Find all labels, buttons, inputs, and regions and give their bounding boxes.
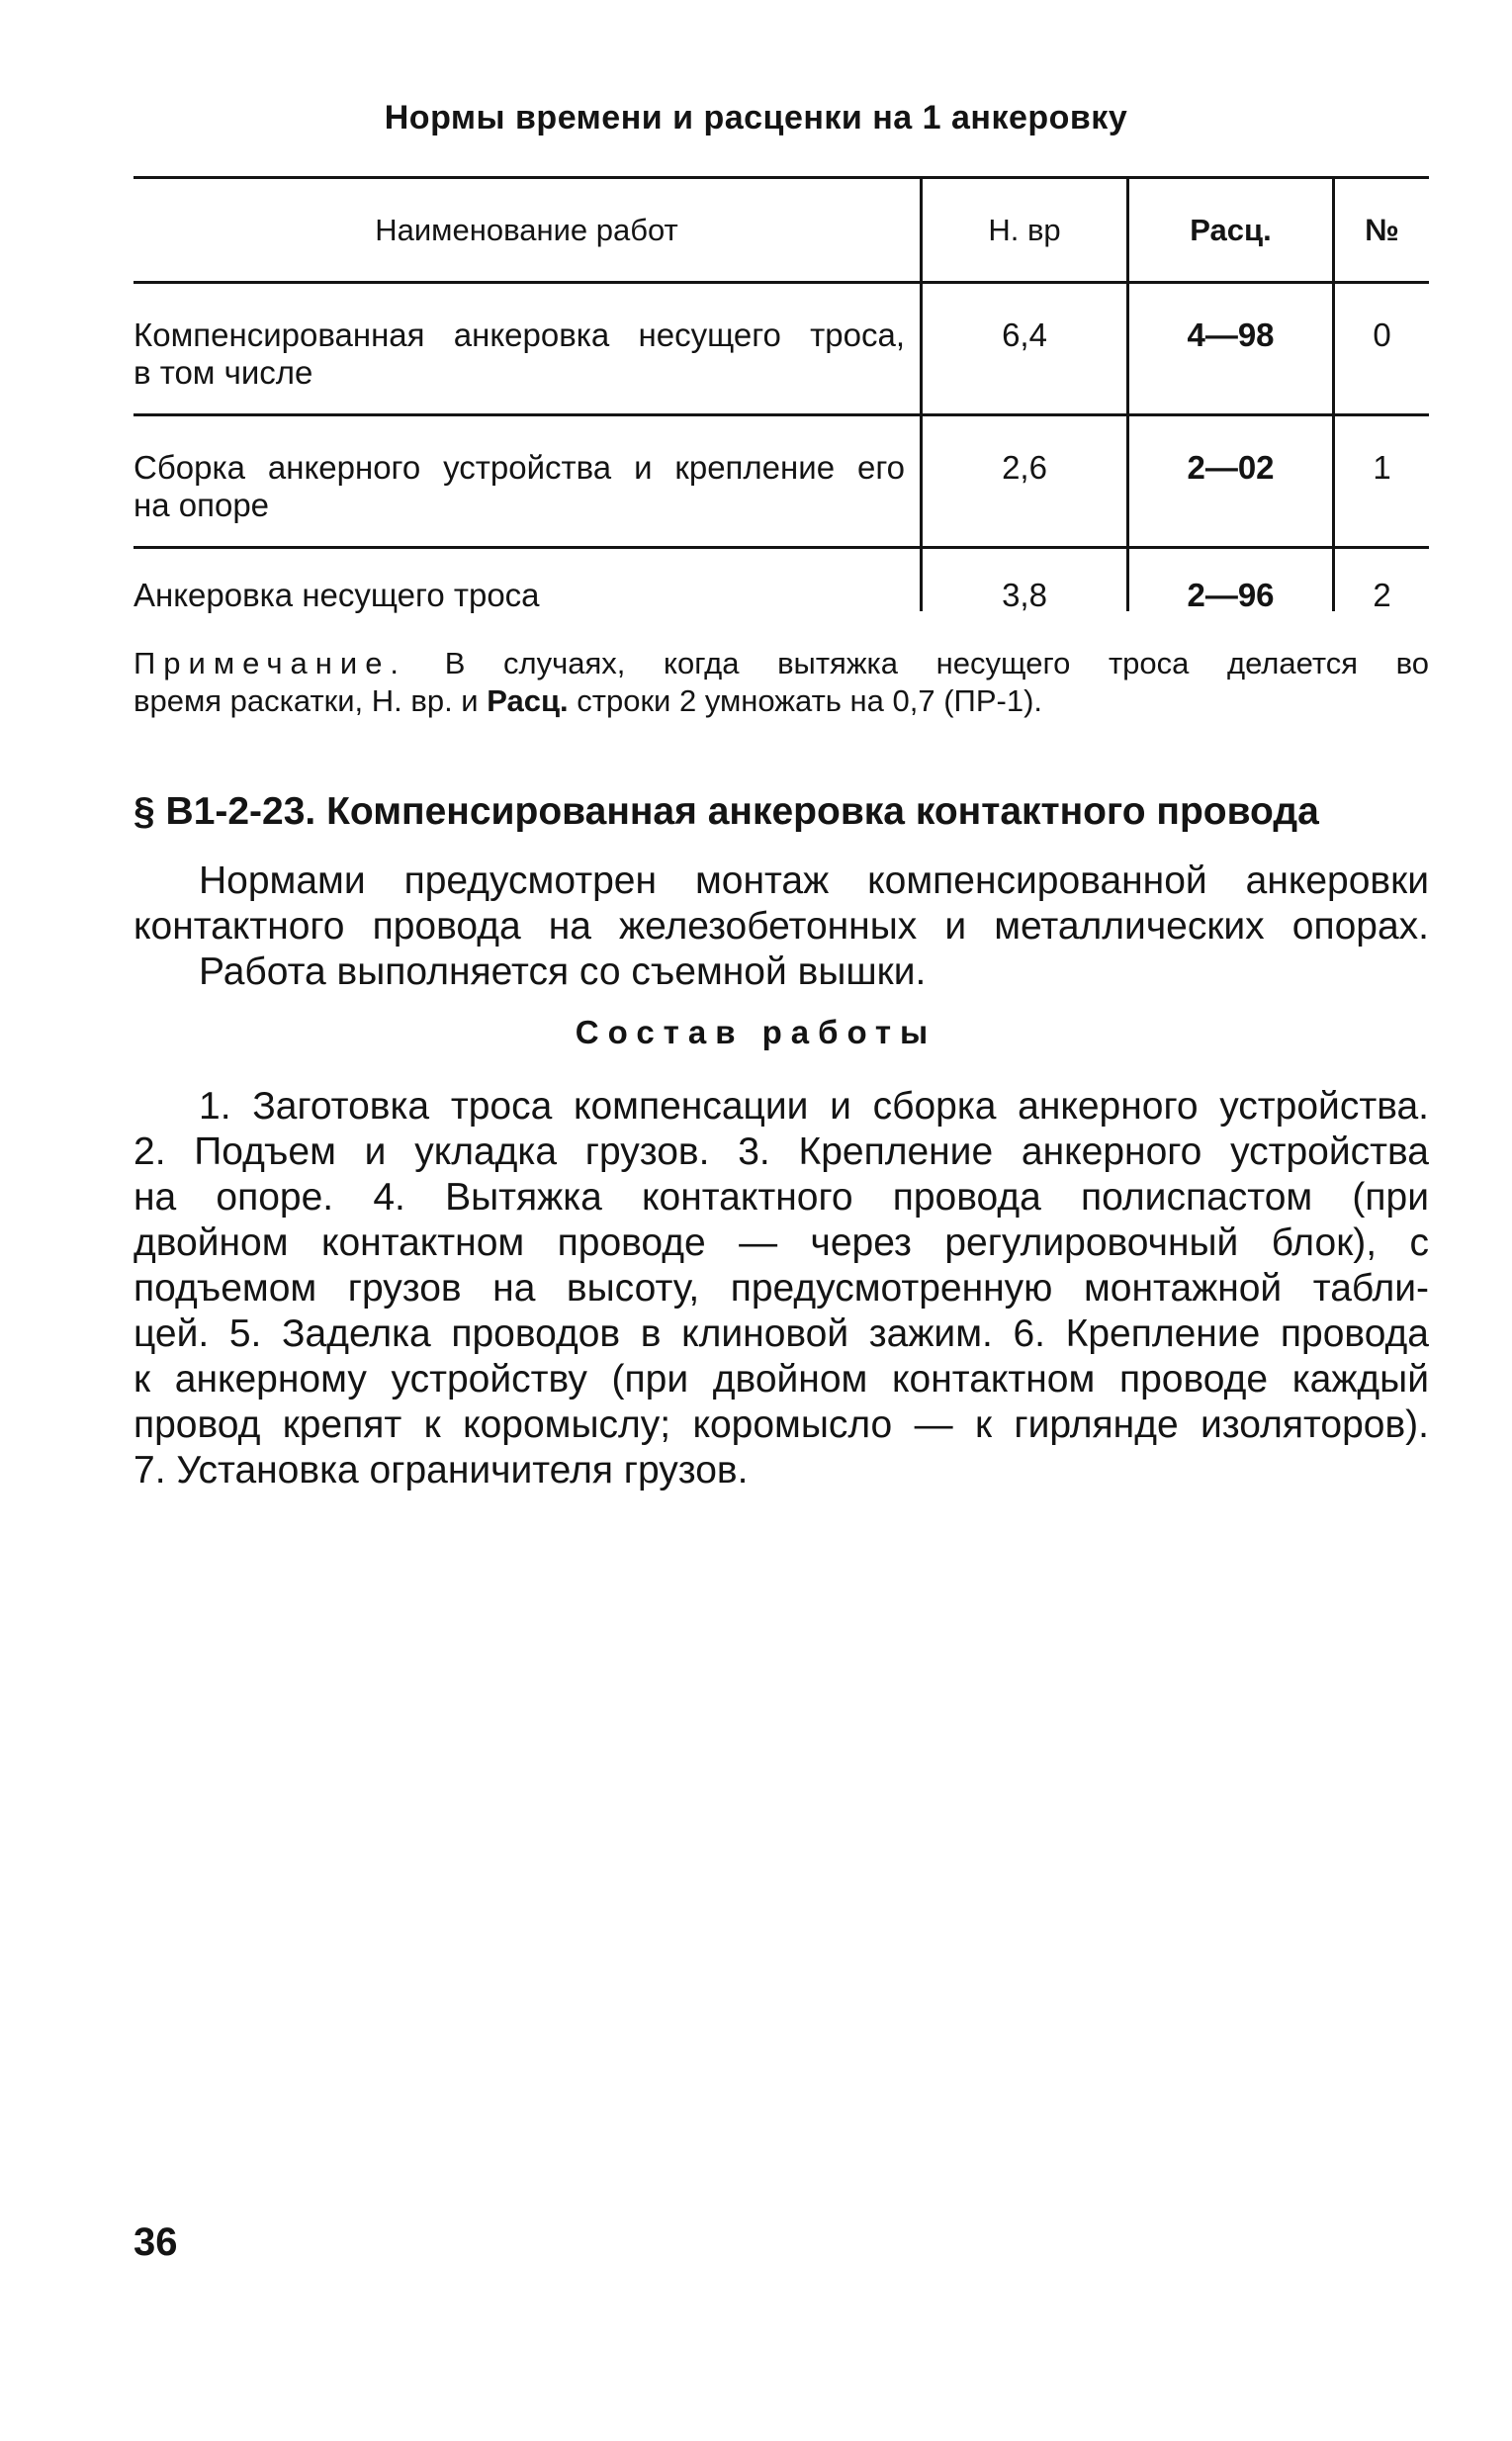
composition-line: 2. Подъем и укладка грузов. 3. Крепление анкерного устройства — [133, 1130, 1429, 1173]
table-note — [133, 645, 1429, 720]
composition-line: на опоре. 4. Вытяжка контактного провода полиспастом (при — [133, 1176, 1429, 1219]
composition-line: двойном контактном проводе — через регулировочный блок), с — [133, 1221, 1429, 1264]
note-text: время раскатки, Н. вр. и — [133, 683, 479, 718]
table-row-rule — [133, 413, 1429, 416]
table-header-rule — [133, 281, 1429, 284]
row-time: 3,8 — [1002, 577, 1047, 613]
row-name-line: Сборка анкерного устройства и крепление его — [133, 449, 905, 486]
norms-table — [133, 176, 1429, 611]
note-line — [133, 682, 1429, 720]
section-intro — [133, 859, 1429, 995]
intro-line: Работа выполняется со съемной вышки. — [199, 950, 927, 993]
row-time: 2,6 — [1002, 449, 1047, 486]
row-no: 0 — [1373, 316, 1391, 353]
note-text: В случаях, когда вытяжка несущего троса делается во — [444, 646, 1429, 680]
table-row — [133, 577, 905, 614]
table-title: Нормы времени и расценки на 1 анкеровку — [384, 99, 1128, 136]
row-rate: 2—02 — [1187, 449, 1275, 486]
composition-title: Состав работы — [575, 1014, 937, 1050]
row-name-line: Анкеровка несущего троса — [133, 577, 540, 613]
note-label: Примечание. — [133, 646, 407, 680]
intro-line: Нормами предусмотрен монтаж компенсированной анкеровки — [199, 859, 1429, 902]
composition-line: подъемом грузов на высоту, предусмотренную монтажной табли- — [133, 1267, 1429, 1310]
section-title: § В1-2-23. Компенсированная анкеровка контактного провода — [133, 790, 1319, 833]
row-no: 1 — [1373, 449, 1391, 486]
table-top-rule — [133, 176, 1429, 179]
header-name: Наименование работ — [375, 213, 678, 247]
note-text: строки 2 умножать на 0,7 (ПР-1). — [577, 683, 1043, 718]
intro-line: контактного провода на железобетонных и металлических опорах. — [133, 905, 1429, 948]
note-line — [133, 645, 1429, 682]
row-name-line: в том числе — [133, 354, 313, 391]
composition-line: провод крепят к коромыслу; коромысло — к гирлянде изоляторов). — [133, 1403, 1429, 1446]
page-number: 36 — [133, 2220, 178, 2264]
header-no: № — [1365, 213, 1399, 247]
note-bold-text: Расц. — [487, 683, 569, 718]
table-row-rule — [133, 546, 1429, 549]
row-name-line: на опоре — [133, 487, 270, 523]
row-rate: 2—96 — [1187, 577, 1275, 613]
composition-line: 7. Установка ограничителя грузов. — [133, 1449, 749, 1492]
table-row — [133, 316, 905, 392]
row-time: 6,4 — [1002, 316, 1047, 353]
composition-line: 1. Заготовка троса компенсации и сборка анкерного устройства. — [199, 1085, 1429, 1128]
composition-line: к анкерному устройству (при двойном контактном проводе каждый — [133, 1358, 1429, 1401]
row-name-line: Компенсированная анкеровка несущего троса, — [133, 316, 905, 353]
row-no: 2 — [1373, 577, 1391, 613]
composition-list — [133, 1084, 1429, 1493]
composition-line: цей. 5. Заделка проводов в клиновой зажим. 6. Крепление провода — [133, 1312, 1429, 1355]
header-rate: Расц. — [1190, 213, 1272, 247]
header-time: Н. вр — [988, 213, 1061, 247]
row-rate: 4—98 — [1187, 316, 1275, 353]
table-row — [133, 449, 905, 524]
